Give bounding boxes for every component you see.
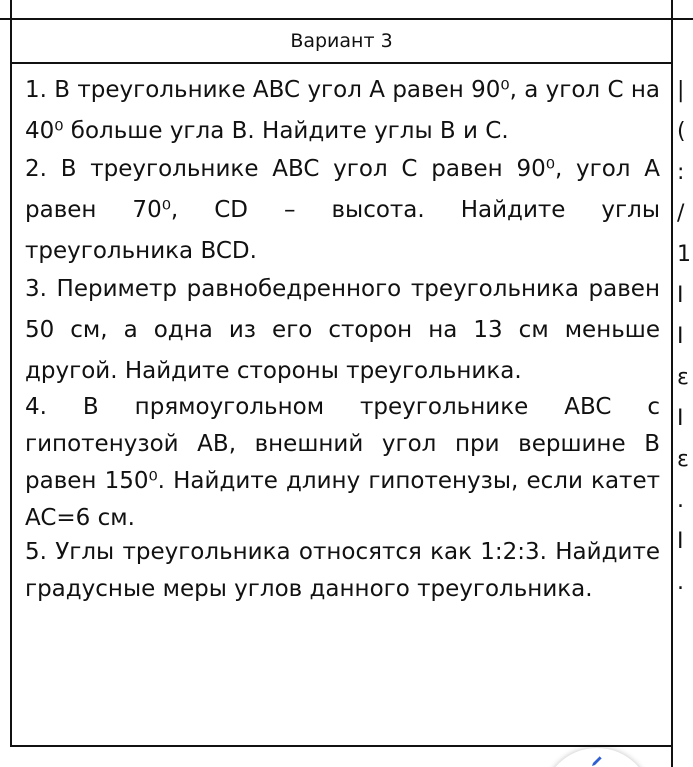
adjacent-column-fragments <box>677 70 693 750</box>
fragment-11: . <box>677 488 684 513</box>
bottom-table-border <box>10 745 673 747</box>
task-2: 2. В треугольнике ABC угол C равен 90⁰, угол A равен 70⁰, CD – высота. Найдите углы треугольника BCD. <box>25 156 660 264</box>
fragment-12: I <box>677 529 684 554</box>
task-list <box>25 70 660 608</box>
fragment-4: / <box>677 201 685 226</box>
fragment-8: ε <box>677 365 689 390</box>
right-table-border <box>671 0 673 767</box>
fragment-6: I <box>677 283 684 308</box>
task-4: 4. В прямоугольном треугольнике ABC с гипотенузой AB, внешний угол при вершине B равен 150⁰. Найдите длину гипотенузы, если катет AC=6 см. <box>25 394 660 531</box>
task-1: 1. В треугольнике ABC угол A равен 90⁰, а угол C на 40⁰ больше угла B. Найдите углы B и C. <box>25 77 660 144</box>
variant-title: Вариант 3 <box>12 20 671 64</box>
pencil-icon <box>590 754 604 767</box>
fragment-3: : <box>677 160 685 185</box>
fragment-10: ε <box>677 447 689 472</box>
fragment-5: 1 <box>677 242 691 267</box>
fragment-1: | <box>677 78 685 103</box>
task-3: 3. Периметр равнобедренного треугольника равен 50 см, а одна из его сторон на 13 см меньше другой. Найдите стороны треугольника. <box>25 276 660 384</box>
left-table-border <box>10 0 12 747</box>
edit-badge[interactable] <box>542 748 652 767</box>
fragment-2: ( <box>677 119 686 144</box>
fragment-9: I <box>677 406 684 431</box>
fragment-7: I <box>677 324 684 349</box>
fragment-13: . <box>677 570 684 595</box>
top-table-border <box>0 0 693 20</box>
task-5: 5. Углы треугольника относятся как 1:2:3. Найдите градусные меры углов данного треугольника. <box>25 539 660 602</box>
